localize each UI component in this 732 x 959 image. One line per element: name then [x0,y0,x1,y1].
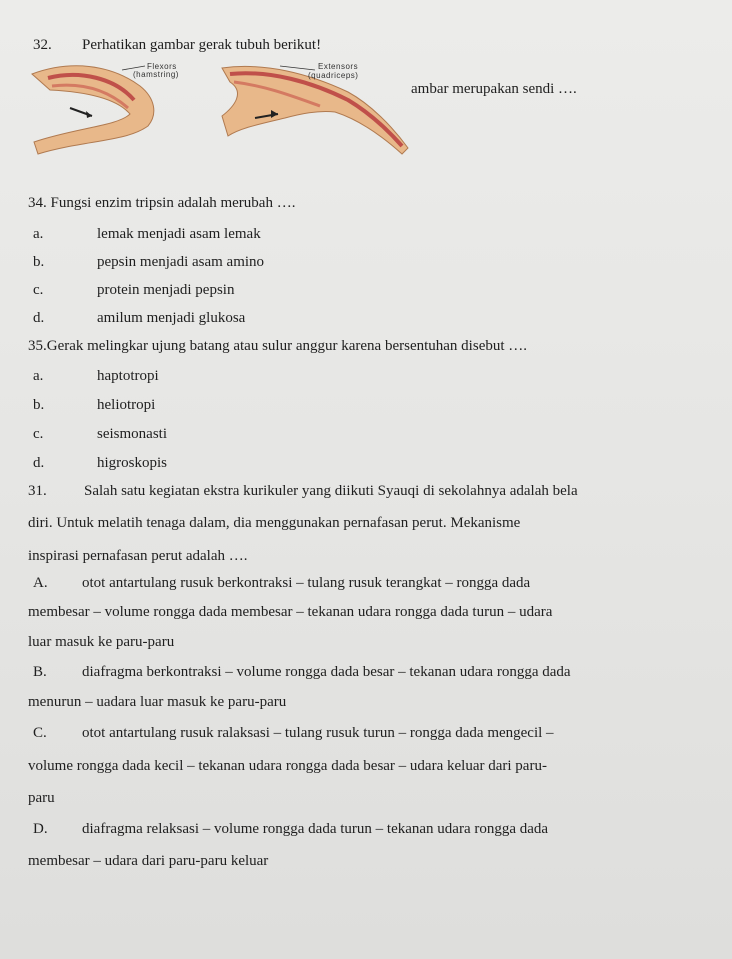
q34-option-d-text: amilum menjadi glukosa [97,310,246,326]
q34-option-d-letter: d. [33,310,45,326]
q31-option-b-line-1: diafragma berkontraksi – volume rongga dada besar – tekanan udara rongga dada [82,664,571,680]
q35-option-d-text: higroskopis [97,455,168,471]
q34-option-a-text: lemak menjadi asam lemak [97,226,261,242]
q35-option-a-letter: a. [33,368,44,384]
flexed-leg-illustration [32,66,154,154]
leg-movement-figure [30,56,420,168]
figure-label-extensors: Extensors [318,62,359,71]
q31-stem-line-2: diri. Untuk melatih tenaga dalam, dia menggunakan pernafasan perut. Mekanisme [28,515,521,531]
figure-label-flexors: Flexors [147,62,177,71]
q31-option-b-letter: B. [33,664,47,680]
q35-option-d-letter: d. [33,455,45,471]
q35-option-c-text: seismonasti [97,426,167,442]
q31-option-d-letter: D. [33,821,48,837]
q31-option-c-line-1: otot antartulang rusuk ralaksasi – tulang rusuk turun – rongga dada mengecil – [82,725,554,741]
q31-option-d-line-2: membesar – udara dari paru-paru keluar [28,853,269,869]
q34-option-a-letter: a. [33,226,44,242]
q35-option-c-letter: c. [33,426,44,442]
figure-label-hamstring: (hamstring) [133,70,179,79]
figure-label-quadriceps: (quadriceps) [308,71,359,80]
q31-option-c-letter: C. [33,725,47,741]
q31-option-c-line-3: paru [28,790,55,806]
q31-option-c-line-2: volume rongga dada kecil – tekanan udara rongga dada besar – udara keluar dari paru- [28,758,547,774]
q35-option-b-text: heliotropi [97,397,156,413]
q32-question-tail: ambar merupakan sendi …. [411,81,577,97]
q31-option-a-line-1: otot antartulang rusuk berkontraksi – tulang rusuk terangkat – rongga dada [82,575,531,591]
q35-option-a-text: haptotropi [97,368,159,384]
q35-stem: 35.Gerak melingkar ujung batang atau sulur anggur karena bersentuhan disebut …. [28,338,528,354]
q34-option-c-text: protein menjadi pepsin [97,282,235,298]
q34-option-b-text: pepsin menjadi asam amino [97,254,265,270]
q31-option-a-line-3: luar masuk ke paru-paru [28,634,175,650]
q31-stem-line-1: Salah satu kegiatan ekstra kurikuler yang diikuti Syauqi di sekolahnya adalah bela [84,483,578,499]
q32-prompt: Perhatikan gambar gerak tubuh berikut! [82,37,322,53]
q34-option-b-letter: b. [33,254,45,270]
q32-number: 32. [33,37,52,53]
q31-number: 31. [28,483,47,499]
q34-stem: 34. Fungsi enzim tripsin adalah merubah …. [28,195,296,211]
q35-option-b-letter: b. [33,397,45,413]
q31-option-a-letter: A. [33,575,48,591]
q31-stem-line-3: inspirasi pernafasan perut adalah …. [28,548,248,564]
q34-option-c-letter: c. [33,282,44,298]
q31-option-d-line-1: diafragma relaksasi – volume rongga dada turun – tekanan udara rongga dada [82,821,549,837]
q31-option-a-line-2: membesar – volume rongga dada membesar – tekanan udara rongga dada turun – udara [28,604,553,620]
q31-option-b-line-2: menurun – uadara luar masuk ke paru-paru [28,694,287,710]
